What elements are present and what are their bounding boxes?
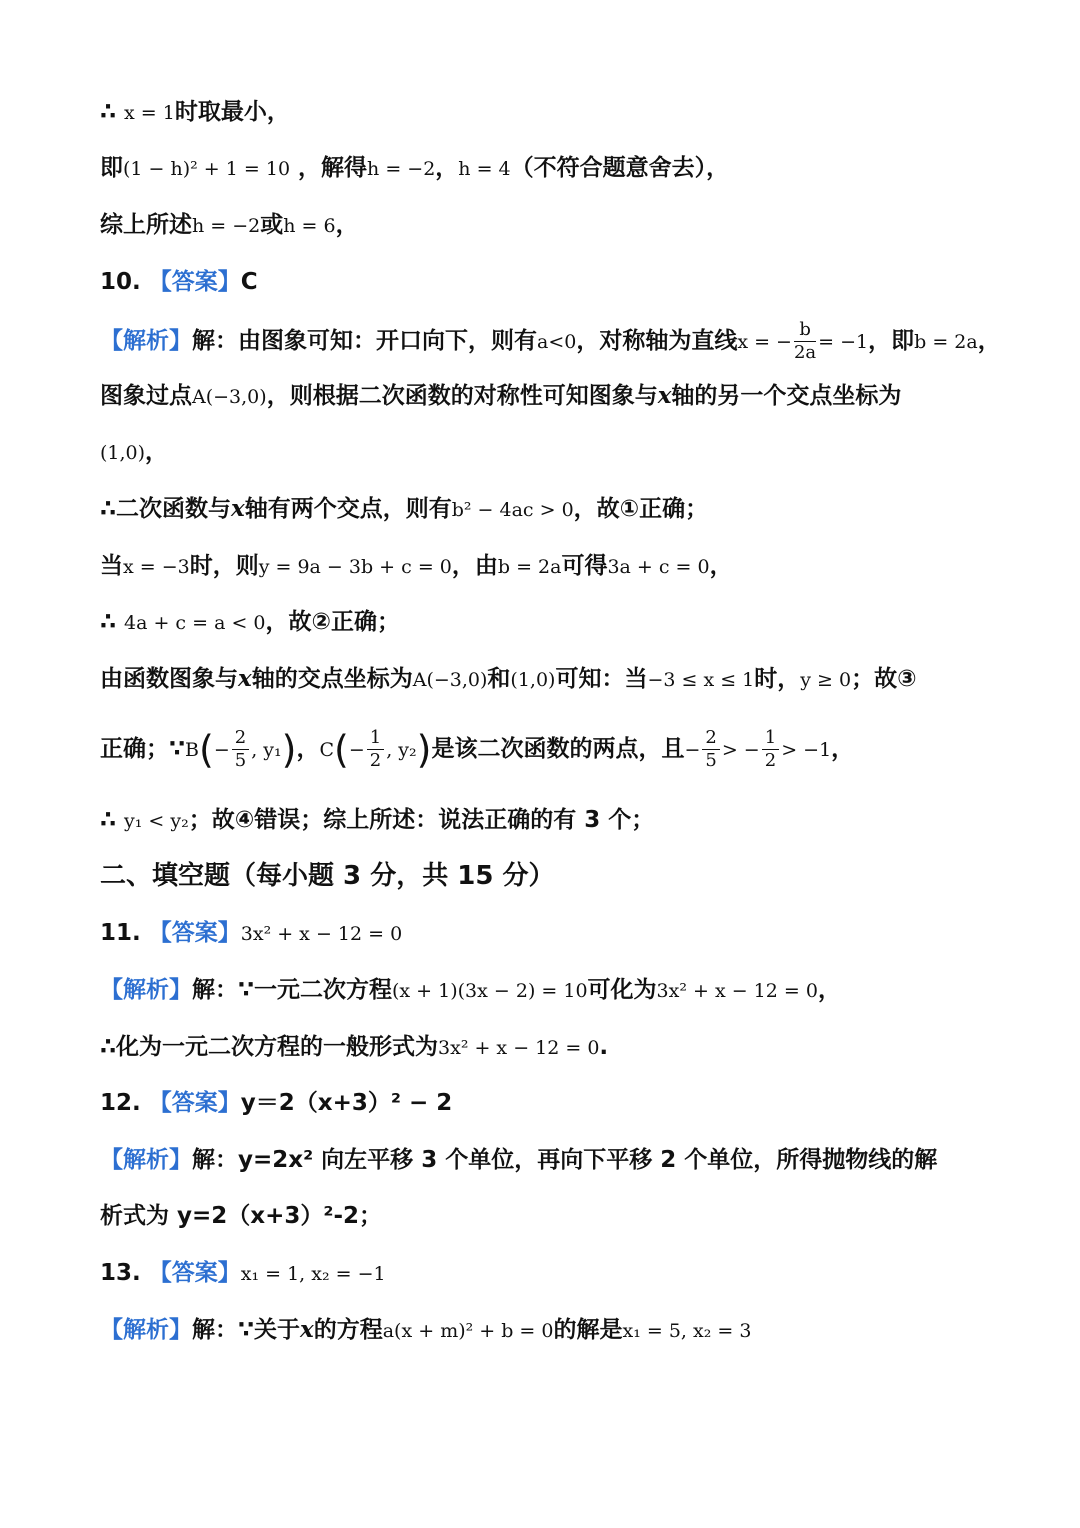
- text: 解：y=2x² 向左平移 3 个单位，再向下平移 2 个单位，所得抛物线的解: [192, 1147, 938, 1173]
- fraction-2-5: [702, 727, 719, 772]
- text: 5: [705, 750, 717, 771]
- text: 解：∵关于: [192, 1317, 301, 1343]
- minus-sign: −: [684, 739, 701, 761]
- section-heading: 二、填空题（每小题 3 分，共 15 分）: [100, 861, 555, 891]
- math-inline: A(−3,0): [192, 386, 267, 408]
- text: ，解得: [290, 155, 368, 181]
- math-inline: A(−3,0): [412, 669, 488, 691]
- analysis-tag: 【解析】: [100, 1317, 192, 1343]
- analysis-tag: 【解析】: [100, 977, 192, 1003]
- text: 时取最小，: [174, 99, 290, 125]
- text: ，: [145, 439, 169, 465]
- q10-analysis-line-7: [100, 659, 984, 700]
- text: x: [231, 495, 245, 522]
- answer-tag: 【答案】: [148, 1090, 241, 1116]
- text: 轴的另一个交点坐标为: [671, 383, 902, 409]
- text: 解：∵一元二次方程: [192, 977, 393, 1003]
- text: .: [599, 1034, 609, 1060]
- text: 可知：当: [555, 666, 648, 692]
- text: 时，则: [189, 553, 259, 579]
- fraction-2-5: [232, 727, 249, 772]
- text: 轴有两个交点，则有: [244, 496, 452, 522]
- q11-answer-line: [100, 913, 984, 954]
- analysis-tag: 【解析】: [100, 328, 192, 354]
- math-inline: 3x² + x − 12 = 0: [438, 1037, 600, 1059]
- math-inline: y = 9a − 3b + c = 0: [258, 556, 452, 578]
- text: ∴: [100, 807, 125, 833]
- math-inline: C: [319, 739, 334, 761]
- analysis-tag: 【解析】: [100, 1147, 192, 1173]
- text: 2a: [793, 342, 817, 363]
- q12-analysis-line-2: 析式为 y=2（x+3）²-2；: [100, 1203, 383, 1229]
- math-inline: x = 1: [124, 102, 175, 124]
- math-inline: 3x² + x − 12 = 0: [656, 980, 818, 1002]
- math-inline: −3 ≤ x ≤ 1: [647, 669, 755, 691]
- q10-analysis-line-6: [100, 602, 984, 643]
- text: 可化为: [587, 977, 657, 1003]
- text: 即: [100, 155, 123, 181]
- math-inline: = −1: [818, 331, 869, 353]
- text: ，则根据二次函数的对称性可知图象与: [266, 383, 658, 409]
- math-inline: a(x + m)² + b = 0: [382, 1320, 554, 1342]
- answer-value: C: [240, 269, 258, 295]
- math-inline: , y₁: [251, 739, 282, 761]
- math-inline: y₁ < y₂: [124, 810, 189, 832]
- paren-right: ): [281, 727, 297, 772]
- math-inline: (x + 1)(3x − 2) = 10: [392, 980, 588, 1002]
- therefore-symbol: ∴: [100, 99, 125, 125]
- text: ，由: [451, 553, 498, 579]
- text: ，: [335, 212, 359, 238]
- q10-answer-line: [100, 262, 984, 302]
- q10-analysis-line-4: [100, 489, 984, 530]
- math-inline: x₁ = 5, x₂ = 3: [622, 1320, 752, 1342]
- math-inline: , y₂: [386, 739, 417, 761]
- text: ，: [709, 553, 733, 579]
- text: 或: [260, 212, 284, 238]
- math-inline: h = 4: [458, 158, 511, 180]
- math-inline: B: [185, 739, 199, 761]
- math-inline: y ≥ 0: [800, 669, 852, 691]
- text: 时，: [754, 666, 801, 692]
- math-inline: a<0: [537, 331, 577, 353]
- text: 的解是: [553, 1317, 623, 1343]
- question-number: 10.: [100, 269, 141, 295]
- line-conclusion-h: [100, 205, 984, 246]
- text: 解：由图象可知：开口向下，则有: [192, 328, 537, 354]
- q10-analysis-line-5: [100, 546, 984, 587]
- question-number: 11.: [100, 920, 141, 946]
- answer-value: x₁ = 1, x₂ = −1: [240, 1263, 386, 1285]
- q10-analysis-line-3: [100, 432, 984, 473]
- math-inline: b = 2a: [914, 331, 978, 353]
- text: 可得: [561, 553, 608, 579]
- text: ，对称轴为直线: [576, 328, 738, 354]
- q11-analysis-line-2: [100, 1027, 984, 1068]
- text: ，: [817, 977, 841, 1003]
- question-number: 13.: [100, 1260, 141, 1286]
- answer-tag: 【答案】: [148, 1260, 241, 1286]
- text: ；故④错误；综上所述：说法正确的有 3 个；: [188, 807, 655, 833]
- math-inline: h = 6: [283, 215, 336, 237]
- text: 1: [762, 727, 779, 750]
- math-inline: (1,0): [100, 442, 146, 464]
- text: 综上所述: [100, 212, 192, 238]
- text: ，故②正确；: [265, 609, 400, 635]
- text: 2: [232, 727, 249, 750]
- math-inline: 3a + c = 0: [607, 556, 710, 578]
- text: b: [794, 319, 816, 342]
- answer-tag: 【答案】: [148, 920, 241, 946]
- text: 是该二次函数的两点，且: [431, 736, 685, 762]
- text: 正确；∵: [100, 736, 186, 762]
- math-inline: (1,0): [510, 669, 556, 691]
- text: 图象过点: [100, 383, 192, 409]
- text: 由函数图象与: [100, 666, 238, 692]
- q11-analysis-line-1: [100, 970, 984, 1011]
- math-inline: h = −2: [367, 158, 436, 180]
- q10-analysis-line-8: [100, 727, 984, 772]
- fraction-1-2: [367, 727, 384, 772]
- q10-analysis-line-9: [100, 800, 984, 841]
- text: ，: [831, 736, 855, 762]
- text: 2: [764, 750, 777, 771]
- text: 2: [369, 750, 382, 771]
- paren-left: (: [334, 727, 349, 772]
- text: （不符合题意舍去），: [510, 155, 730, 181]
- q10-analysis-line-2: [100, 376, 984, 417]
- fraction-1-2: [762, 727, 779, 772]
- text: 和: [487, 666, 511, 692]
- line-min-condition: [100, 92, 984, 133]
- math-inline: x = −3: [123, 556, 190, 578]
- text: 当: [100, 553, 123, 579]
- text: 5: [234, 750, 247, 771]
- math-inline: (1 − h)² + 1 = 10: [123, 158, 291, 180]
- text: 2: [702, 727, 719, 750]
- answer-value: 3x² + x − 12 = 0: [240, 923, 403, 945]
- q12-analysis-line-1: [100, 1140, 984, 1180]
- text: ∴: [100, 609, 125, 635]
- q13-analysis-line-1: [100, 1310, 984, 1351]
- paren-left: (: [198, 727, 214, 772]
- minus-sign: −: [348, 739, 365, 761]
- q10-analysis-line-1: [100, 319, 1001, 364]
- text: ，即: [868, 328, 915, 354]
- text: ，: [296, 736, 320, 762]
- minus-sign: −: [213, 739, 230, 761]
- text: ∴化为一元二次方程的一般形式为: [100, 1034, 439, 1060]
- line-solve-h: [100, 148, 984, 189]
- math-inline: x = −: [737, 331, 792, 353]
- paren-right: ): [416, 727, 432, 772]
- answer-tag: 【答案】: [148, 269, 241, 295]
- q13-answer-line: [100, 1253, 984, 1294]
- text: 的方程: [313, 1317, 383, 1343]
- math-inline: b² − 4ac > 0: [451, 499, 574, 521]
- text: ，: [435, 155, 459, 181]
- text: x: [238, 665, 252, 692]
- fraction-b-over-2a: [794, 319, 816, 364]
- text: ∴二次函数与: [100, 496, 232, 522]
- math-inline: h = −2: [192, 215, 261, 237]
- text: 1: [367, 727, 384, 750]
- text: x: [300, 1316, 314, 1343]
- question-number: 12.: [100, 1090, 141, 1116]
- math-inline: 4a + c = a < 0: [124, 612, 266, 634]
- text: ，: [977, 328, 1001, 354]
- text: ，故①正确；: [573, 496, 709, 522]
- math-inline: > −1: [781, 739, 832, 761]
- math-inline: b = 2a: [497, 556, 562, 578]
- text: ；故③: [851, 666, 917, 692]
- q12-answer-line: [100, 1083, 984, 1123]
- math-inline: > −: [721, 739, 760, 761]
- answer-value: y＝2（x+3）² − 2: [240, 1090, 453, 1116]
- text: x: [657, 382, 672, 409]
- text: 轴的交点坐标为: [251, 666, 413, 692]
